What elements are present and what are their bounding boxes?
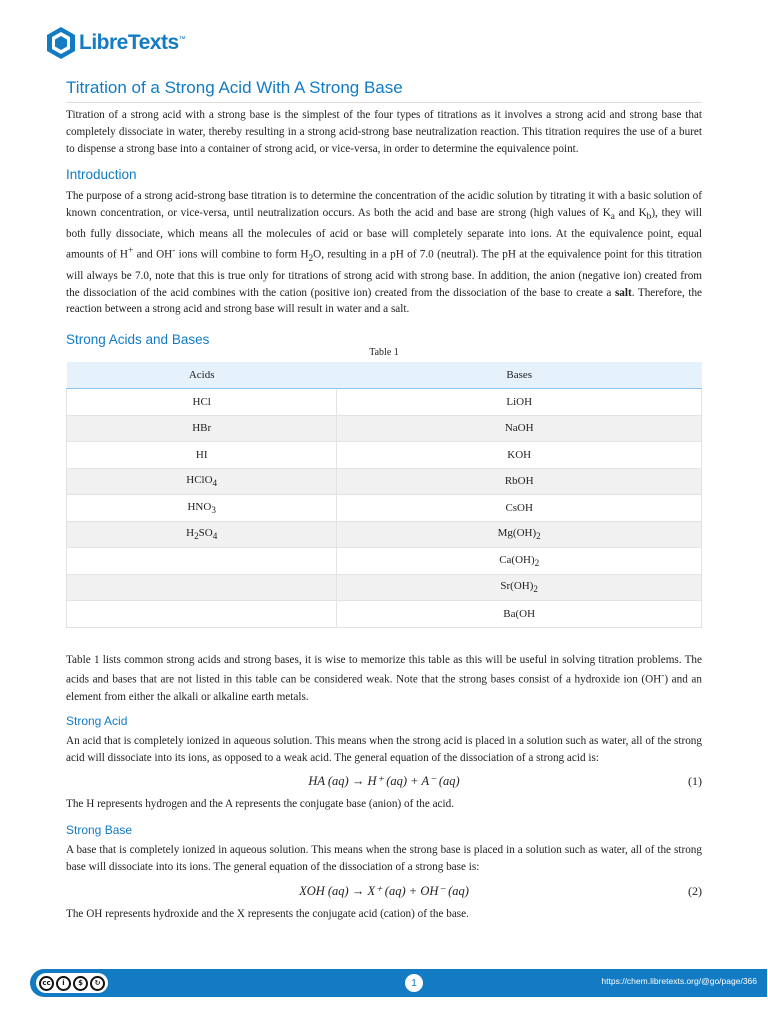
table-row	[67, 415, 702, 442]
table-row	[67, 495, 702, 522]
base-cell: $Sr(OH)_2$	[337, 574, 702, 601]
base-cell: CsOH	[337, 495, 702, 522]
equation-text: HA (aq) → H⁺ (aq) + A⁻ (aq)	[308, 774, 460, 789]
license-badge[interactable]	[36, 973, 108, 993]
table-description: Table 1 lists common strong acids and strong bases, it is wise to memorize this table as this will be useful in solving titration problems. The acids and bases that are not listed in this table can be considered weak. Note that the strong bases consist of a hydroxide ion (OH-) and an element from either the alkali or alkaline earth metals.	[66, 653, 702, 703]
introduction-heading: Introduction	[66, 167, 137, 183]
strong-base-explanation: The OH represents hydroxide and the X represents the conjugate acid (cation) of the base.	[66, 907, 469, 920]
cc-icon: cc	[39, 976, 54, 991]
base-cell: $Mg(OH)_2$	[337, 521, 702, 548]
column-header-bases: Bases	[337, 362, 702, 389]
equation-2	[66, 880, 702, 902]
table-row	[67, 601, 702, 628]
equation-number: (1)	[688, 774, 702, 789]
strong-acid-paragraph: An acid that is completely ionized in aqueous solution. This means when the strong acid is placed in a solution such as water, all of the strong acid will dissociate into its ions, as opposed to a weak acid. The general equation of the dissociation of a strong acid is:	[66, 734, 702, 764]
table-row	[67, 468, 702, 495]
page-url-link[interactable]: https://chem.libretexts.org/@go/page/366	[601, 976, 757, 986]
table-row	[67, 548, 702, 575]
base-cell: $Ca(OH)_2$	[337, 548, 702, 575]
column-header-acids: Acids	[67, 362, 337, 389]
equation-number: (2)	[688, 883, 702, 898]
equation-1	[66, 770, 702, 792]
strong-base-heading: Strong Base	[66, 823, 133, 838]
acid-cell: HCl	[67, 389, 337, 416]
table-row	[67, 521, 702, 548]
table-row	[67, 442, 702, 469]
brand-name: LibreTexts™	[79, 31, 186, 54]
page-title: Titration of a Strong Acid With A Strong Base	[66, 78, 702, 103]
base-cell: Ba(OH	[337, 601, 702, 628]
intro-paragraph: Titration of a strong acid with a strong base is the simplest of the four types of titrations as it involves a strong acid and strong base that completely dissociate in water, thereby resulting in a strong acid-strong base neutralization reaction. This titration requires the use of a buret to dispense a strong base into a container of strong acid, or vice-versa, in order to determine the equivalence point.	[66, 109, 702, 155]
table-row	[67, 389, 702, 416]
page-footer	[30, 969, 767, 997]
article	[66, 78, 702, 923]
by-icon: i	[56, 976, 71, 991]
acid-cell	[67, 601, 337, 628]
acid-cell: $HNO_3$	[67, 495, 337, 522]
page-number: 1	[405, 974, 423, 992]
strong-acid-explanation: The H represents hydrogen and the A represents the conjugate base (anion) of the acid.	[66, 798, 455, 811]
base-cell: RbOH	[337, 468, 702, 495]
acid-cell: HI	[67, 442, 337, 469]
base-cell: NaOH	[337, 415, 702, 442]
introduction-paragraph: The purpose of a strong acid-strong base titration is to determine the concentration of the acidic solution by titrating it with a basic solution of known concentration, or vice-versa, until neutralization occurs. As both the acid and base are strong (high values of $K_a$ and $K_b$), they will both fully dissociate, which means all the molecules of acid or base will completely separate into ions. At the equivalence point, equal amounts of H+ and OH- ions will combine to form $H_2O$, resulting in a pH of 7.0 (neutral). The pH at the equivalence point for this titration will always be 7.0, note that this is true only for titrations of strong acid with strong base. In addition, the anion (negative ion) created from the dissociation of the acid combines with the cation (positive ion) created from the dissociation of the base to create a salt. Therefore, the reaction between a strong acid and strong base will result in water and a salt.	[66, 190, 703, 316]
nc-icon: $	[73, 976, 88, 991]
table-caption: Table 1	[369, 347, 399, 359]
acids-bases-table	[66, 362, 702, 628]
base-cell: LiOH	[337, 389, 702, 416]
strong-base-paragraph: A base that is completely ionized in aqueous solution. This means when the strong base is placed in a solution such as water, all of the strong base will dissociate into its ions. The general equation of the dissociation of a strong base is:	[66, 844, 702, 873]
acid-cell	[67, 574, 337, 601]
sa-icon: ↻	[90, 976, 105, 991]
acid-cell: $H_2SO_4$	[67, 521, 337, 548]
equation-text: XOH (aq) → X⁺ (aq) + OH⁻ (aq)	[299, 883, 469, 898]
table-row	[67, 574, 702, 601]
acid-cell	[67, 548, 337, 575]
acid-cell: HBr	[67, 415, 337, 442]
acid-cell: HClO$_4$	[67, 468, 337, 495]
libretexts-logo[interactable]	[46, 26, 185, 60]
strong-acids-bases-heading: Strong Acids and Bases	[66, 332, 210, 348]
base-cell: KOH	[337, 442, 702, 469]
libretexts-hexagon-icon	[46, 26, 76, 60]
strong-acid-heading: Strong Acid	[66, 713, 128, 728]
